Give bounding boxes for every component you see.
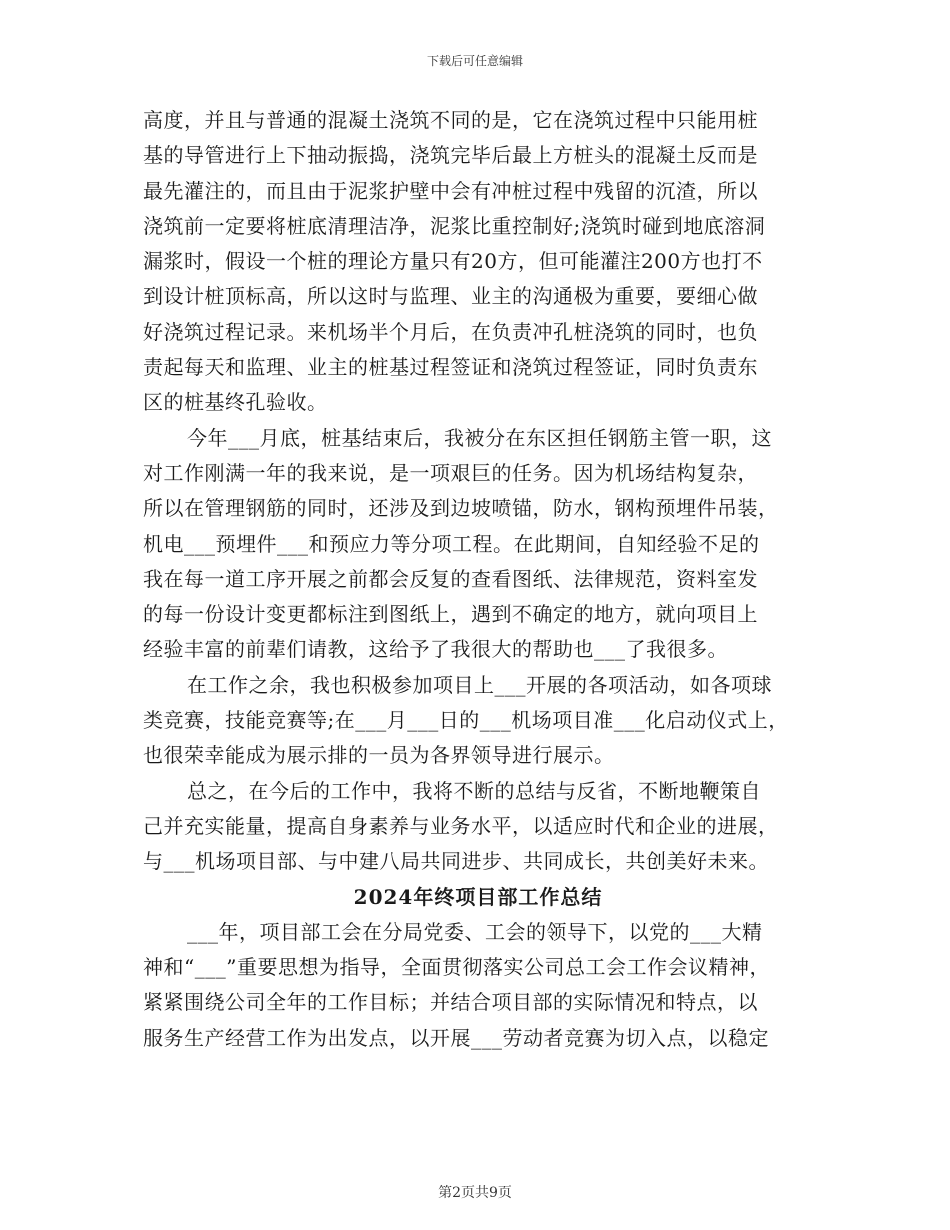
text-line-3: 最先灌注的，而且由于泥浆护壁中会有冲桩过程中残留的沉渣，所以 <box>143 178 758 203</box>
text-line-1: 高度，并且与普通的混凝土浇筑不同的是，它在浇筑过程中只能用桩 <box>143 108 758 132</box>
text-line-8: 责起每天和监理、业主的桩基过程签证和浇筑过程签证，同时负责东 <box>143 355 758 380</box>
text-line-7: 好浇筑过程记录。来机场半个月后，在负责冲孔桩浇筑的同时，也负 <box>143 319 758 344</box>
text-line-9: 区的桩基终孔验收。 <box>143 390 328 415</box>
paragraph-start-line-10: 今年___月底，桩基结束后，我被分在东区担任钢筋主管一职，这 <box>187 425 772 450</box>
text-line-6: 到设计桩顶标高，所以这时与监理、业主的沟通极为重要，要细心做 <box>143 284 758 309</box>
page-header: 下载后可任意编辑 <box>426 54 523 68</box>
text-line-5: 漏浆时，假设一个桩的理论方量只有20方，但可能灌注200方也打不 <box>143 249 763 274</box>
text-line-18: 类竞赛，技能竞赛等;在___月___日的___机场项目准___化启动仪式上， <box>143 708 789 733</box>
text-line-21: 己并充实能量，提高自身素养与业务水平，以适应时代和企业的进展， <box>143 813 779 838</box>
section-title: 2024年终项目部工作总结 <box>353 884 603 909</box>
text-line-25: 神和“___”重要思想为指导，全面贯彻落实公司总工会工作会议精神， <box>143 955 770 980</box>
text-line-12: 所以在管理钢筋的同时，还涉及到边坡喷锚，防水，钢构预埋件吊装， <box>143 496 779 521</box>
text-line-11: 对工作刚满一年的我来说，是一项艰巨的任务。因为机场结构复杂， <box>143 460 758 485</box>
paragraph-start-line-24: ___年，项目部工会在分局党委、工会的领导下，以党的___大精 <box>187 919 763 944</box>
text-line-27: 服务生产经营工作为出发点，以开展___劳动者竞赛为切入点，以稳定 <box>143 1025 769 1050</box>
text-line-15: 的每一份设计变更都标注到图纸上，遇到不确定的地方，就向项目上 <box>143 602 758 627</box>
page-footer: 第2页共9页 <box>438 1185 512 1201</box>
text-line-26: 紧紧围绕公司全年的工作目标；并结合项目部的实际情况和特点，以 <box>143 990 758 1015</box>
text-line-14: 我在每一道工序开展之前都会反复的查看图纸、法律规范，资料室发 <box>143 566 758 591</box>
text-line-2: 基的导管进行上下抽动振捣，浇筑完毕后最上方桩头的混凝土反而是 <box>143 143 758 168</box>
text-line-19: 也很荣幸能成为展示排的一员为各界领导进行展示。 <box>143 743 615 768</box>
text-line-4: 浇筑前一定要将桩底清理洁净，泥浆比重控制好;浇筑时碰到地底溶洞 <box>143 213 766 238</box>
paragraph-start-line-20: 总之，在今后的工作中，我将不断的总结与反省，不断地鞭策自 <box>187 778 761 803</box>
text-line-16: 经验丰富的前辈们请教，这给予了我很大的帮助也___了我很多。 <box>143 637 728 662</box>
paragraph-start-line-17: 在工作之余，我也积极参加项目上___开展的各项活动，如各项球 <box>187 672 772 697</box>
text-line-22: 与___机场项目部、与中建八局共同进步、共同成长，共创美好未来。 <box>143 849 769 874</box>
text-line-13: 机电___预埋件___和预应力等分项工程。在此期间，自知经验不足的 <box>143 531 760 556</box>
document-body <box>143 103 813 1056</box>
